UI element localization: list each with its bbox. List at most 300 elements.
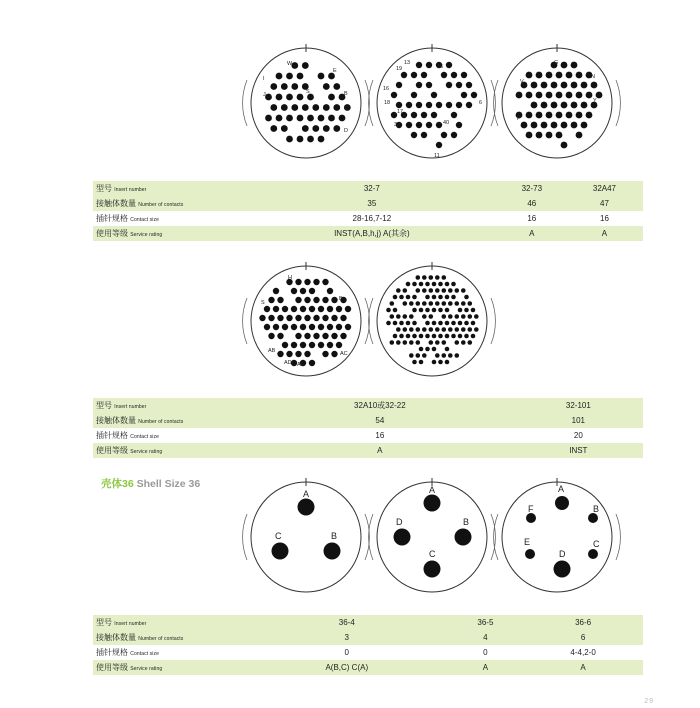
row-label: 型号 Insert number (93, 398, 246, 413)
contact-pin (331, 297, 337, 303)
contact-pin (419, 334, 424, 339)
contact-pin (295, 297, 301, 303)
contact-pin (531, 122, 538, 129)
spec-table-32 (93, 181, 643, 241)
contact-pin (406, 122, 412, 128)
cell-value: 32-73 (498, 181, 566, 196)
pin-label: A (303, 489, 310, 499)
pin-label: 32 (394, 122, 401, 128)
contact-pin (386, 308, 391, 313)
pin-label: AC (340, 351, 348, 357)
contact-pin (456, 122, 462, 128)
pin-label: 11 (434, 153, 440, 159)
row-label: 型号 Insert number (93, 181, 246, 196)
contact-pin (448, 327, 453, 332)
contact-pin (323, 83, 330, 90)
contact-pin (273, 288, 279, 294)
contact-pin (324, 543, 341, 560)
contact-pin (586, 112, 593, 119)
contact-pin (406, 102, 412, 108)
row-label: 接触体数量 Number of contacts (93, 630, 246, 645)
connector-face-32A47 (494, 44, 621, 158)
pin-label: AF (297, 362, 305, 368)
contact-pin (461, 340, 466, 345)
pin-label: B (344, 91, 348, 97)
cell-value: 32-7 (246, 181, 498, 196)
cell-value: INST(A,B,h,j) A(其余) (246, 226, 498, 241)
contact-pin (401, 72, 407, 78)
contact-pin (458, 334, 463, 339)
contact-pin (394, 529, 411, 546)
contact-pin (282, 324, 288, 330)
contact-pin (546, 132, 553, 139)
shell-flange (243, 80, 247, 126)
pin-label: F (528, 504, 534, 514)
cell-value: 3 (246, 630, 448, 645)
contact-pin (448, 288, 453, 293)
contact-pin (270, 125, 277, 132)
contact-pin (556, 92, 563, 99)
connector-face-32-73 (369, 44, 496, 159)
cell-value: INST (514, 443, 643, 458)
contact-pin (409, 314, 414, 319)
contact-pin (466, 82, 472, 88)
contact-pin (286, 94, 293, 101)
contact-pin (345, 306, 351, 312)
connector-face-36-4 (243, 478, 370, 592)
cell-value: 32A47 (566, 181, 643, 196)
contact-pin (333, 83, 340, 90)
contact-pin (455, 288, 460, 293)
contact-pin (541, 122, 548, 129)
contact-pin (322, 333, 328, 339)
contact-pin (297, 115, 304, 122)
contact-pin (345, 324, 351, 330)
contact-pin (259, 315, 265, 321)
contact-pin (426, 62, 432, 68)
contact-pin (412, 282, 417, 287)
contact-pin (412, 321, 417, 326)
contact-pin (399, 334, 404, 339)
contact-pin (282, 342, 288, 348)
contact-pin (442, 288, 447, 293)
pin-label: S (306, 89, 310, 95)
pin-label: Y (593, 98, 597, 104)
contact-pin (412, 295, 417, 300)
contact-pin (581, 82, 588, 89)
contact-pin (435, 340, 440, 345)
contact-pin (331, 351, 337, 357)
row-label: 型号 Insert number (93, 615, 246, 630)
pin-label: C (429, 549, 436, 559)
contact-pin (393, 295, 398, 300)
pin-label: A (429, 485, 436, 495)
contact-pin (307, 115, 314, 122)
contact-pin (416, 62, 422, 68)
contact-pin (273, 306, 279, 312)
contact-pin (403, 301, 408, 306)
table-row-number-of-contacts (93, 413, 643, 428)
contact-pin (441, 72, 447, 78)
contact-pin (455, 340, 460, 345)
contact-pin (411, 132, 417, 138)
contact-pin (328, 94, 335, 101)
contact-pin (451, 112, 457, 118)
contact-pin (286, 315, 292, 321)
contact-pin (566, 92, 573, 99)
connector-face-32A10 (243, 262, 370, 376)
contact-pin (318, 306, 324, 312)
contact-pin (291, 104, 298, 111)
contact-pin (304, 333, 310, 339)
contact-pin (318, 324, 324, 330)
row-label: 使用等级 Service rating (93, 443, 246, 458)
contact-pin (448, 353, 453, 358)
contact-pin (419, 360, 424, 365)
row-label: 使用等级 Service rating (93, 660, 246, 675)
contact-pin (393, 321, 398, 326)
contact-pin (526, 112, 533, 119)
contact-pin (277, 333, 283, 339)
contact-pin (546, 72, 553, 79)
contact-pin (461, 92, 467, 98)
contact-pin (416, 301, 421, 306)
contact-pin (297, 94, 304, 101)
contact-pin (471, 334, 476, 339)
connector-face-32-7 (243, 44, 370, 158)
pin-label: P (517, 116, 521, 122)
contact-pin (286, 115, 293, 122)
contact-pin (286, 136, 293, 143)
table-row-number-of-contacts (93, 630, 643, 645)
contact-pin (451, 282, 456, 287)
contact-pin (297, 136, 304, 143)
contact-pin (432, 334, 437, 339)
contact-pin (309, 288, 315, 294)
pin-label: B (339, 296, 343, 302)
contact-pin (281, 83, 288, 90)
contact-pin (571, 82, 578, 89)
contact-pin (561, 142, 568, 149)
contact-pin (333, 125, 340, 132)
contact-pin (541, 102, 548, 109)
contact-pin (576, 112, 583, 119)
contact-pin (536, 132, 543, 139)
shell-flange (491, 298, 495, 344)
pin-label: C (593, 539, 600, 549)
contact-pin (445, 321, 450, 326)
contact-pin (464, 295, 469, 300)
contact-pin (323, 125, 330, 132)
pin-label: B (463, 517, 470, 527)
contact-pin (323, 104, 330, 111)
contact-pin (556, 112, 563, 119)
contact-pin (295, 315, 301, 321)
contact-pin (295, 333, 301, 339)
contact-pin (458, 321, 463, 326)
contact-pin (556, 132, 563, 139)
contact-pin (468, 340, 473, 345)
contact-pin (571, 102, 578, 109)
contact-pin (591, 82, 598, 89)
contact-pin (416, 288, 421, 293)
contact-pin (327, 306, 333, 312)
contact-pin (291, 306, 297, 312)
contact-pin (416, 340, 421, 345)
pin-label: I (263, 76, 265, 82)
contact-pin (396, 102, 402, 108)
contact-pin (265, 94, 272, 101)
cell-value: 16 (600, 214, 609, 223)
contact-pin (399, 295, 404, 300)
contact-pin (429, 314, 434, 319)
contact-pin (268, 315, 274, 321)
contact-pin (446, 82, 452, 88)
contact-pin (270, 83, 277, 90)
contact-pin (291, 62, 298, 69)
contact-pin (526, 92, 533, 99)
contact-pin (390, 314, 395, 319)
contact-pins (386, 275, 478, 364)
contact-pin (526, 72, 533, 79)
contact-pin (309, 306, 315, 312)
contact-pin (551, 82, 558, 89)
contact-pin (276, 115, 283, 122)
pin-label: S (261, 300, 265, 306)
contact-pin (416, 82, 422, 88)
contact-pin (445, 360, 450, 365)
contact-pin (432, 321, 437, 326)
contact-pin (265, 115, 272, 122)
contact-pin (531, 82, 538, 89)
connector-face-32-101 (369, 262, 496, 376)
contact-pin (333, 104, 340, 111)
contact-pin (432, 308, 437, 313)
contact-pin (455, 327, 460, 332)
contact-pin (318, 136, 325, 143)
contact-pin (571, 122, 578, 129)
contact-pin (436, 122, 442, 128)
table-row-service-rating (93, 443, 643, 458)
contact-pin (435, 327, 440, 332)
contact-pin (300, 288, 306, 294)
contact-pin (442, 275, 447, 280)
row-label: 插针规格 Contact size (96, 648, 159, 657)
contact-pin (446, 102, 452, 108)
contact-pin (451, 321, 456, 326)
contact-pin (438, 334, 443, 339)
contact-pin (438, 282, 443, 287)
contact-pin (412, 334, 417, 339)
contact-pin (422, 275, 427, 280)
contact-pin (396, 327, 401, 332)
cell-value: 47 (566, 196, 643, 211)
shell-flange (616, 80, 620, 126)
contact-pin (576, 132, 583, 139)
contact-pin (322, 351, 328, 357)
contact-pin (295, 279, 301, 285)
pin-label: B (593, 504, 600, 514)
contact-pin (309, 342, 315, 348)
contact-pin (409, 327, 414, 332)
contact-pin (429, 327, 434, 332)
contact-pins (265, 62, 351, 142)
contact-pin (474, 314, 479, 319)
contact-pin (541, 82, 548, 89)
contact-pin (429, 301, 434, 306)
contact-pin (277, 297, 283, 303)
contact-pin (331, 315, 337, 321)
pin-label: E (333, 68, 337, 74)
contact-pin (419, 308, 424, 313)
contact-pin (554, 561, 571, 578)
contact-pin (416, 353, 421, 358)
shell-outline (377, 266, 487, 376)
shell-flange (243, 514, 247, 560)
contact-pin (277, 315, 283, 321)
contact-pin (273, 324, 279, 330)
contact-pin (322, 279, 328, 285)
contact-pin (298, 499, 315, 516)
cell-value: 101 (514, 413, 643, 428)
contact-pin (566, 72, 573, 79)
table-row-number-of-contacts (93, 196, 643, 211)
contact-pin (300, 324, 306, 330)
contact-pin (588, 549, 598, 559)
contact-pin (451, 295, 456, 300)
pin-label: G (554, 60, 559, 66)
contact-pin (421, 112, 427, 118)
contact-pin (461, 72, 467, 78)
contact-pin (327, 342, 333, 348)
contact-pin (336, 306, 342, 312)
contact-pin (531, 102, 538, 109)
pin-label: 19 (396, 66, 403, 72)
contact-pin (566, 112, 573, 119)
contact-pin (291, 288, 297, 294)
cell-value: A (448, 660, 524, 675)
contact-pin (312, 125, 319, 132)
contact-pin (304, 279, 310, 285)
cell-value: 54 (246, 413, 514, 428)
contact-pin (451, 334, 456, 339)
pin-label: C (345, 106, 349, 112)
contact-pin (438, 360, 443, 365)
contact-pin (424, 561, 441, 578)
pin-label: B (331, 531, 338, 541)
contact-pin (286, 351, 292, 357)
contact-pin (466, 102, 472, 108)
contact-pin (406, 321, 411, 326)
contact-pin (438, 308, 443, 313)
contact-pin (445, 308, 450, 313)
contact-pin (425, 295, 430, 300)
contact-pin (432, 282, 437, 287)
contact-pins (391, 62, 477, 148)
contact-pin (435, 353, 440, 358)
contact-pin (561, 122, 568, 129)
contact-pin (291, 342, 297, 348)
contact-pin (390, 301, 395, 306)
contact-pin (399, 321, 404, 326)
contact-pin (327, 288, 333, 294)
cell-value: A (523, 660, 643, 675)
contact-pin (468, 301, 473, 306)
contact-pin (419, 282, 424, 287)
contact-pin (268, 333, 274, 339)
table-row-contact-size (93, 211, 643, 226)
table-row-insert-number (93, 615, 643, 630)
contact-pin (436, 142, 442, 148)
contact-pin (411, 92, 417, 98)
contact-pin (442, 314, 447, 319)
spec-table-32a (93, 398, 643, 458)
contact-pin (581, 102, 588, 109)
pin-label: AD (284, 360, 292, 366)
cell-value: 28-16,7-12 (352, 214, 392, 223)
contact-pin (431, 92, 437, 98)
pin-label: 17 (397, 109, 404, 115)
contact-pin (416, 102, 422, 108)
pin-label: D (559, 549, 566, 559)
contact-pin (442, 327, 447, 332)
cell-value: 6 (523, 630, 643, 645)
contact-pin (561, 102, 568, 109)
pin-label: A (558, 484, 565, 494)
contact-pin (302, 125, 309, 132)
contact-pin (426, 82, 432, 88)
table-row-contact-size (93, 645, 643, 660)
contact-pin (429, 288, 434, 293)
row-label: 插针规格 Contact size (96, 431, 159, 440)
contact-pin (340, 315, 346, 321)
contact-pin (555, 496, 569, 510)
pin-label: D (396, 517, 403, 527)
contact-pin (282, 306, 288, 312)
cell-value: 4 (448, 630, 524, 645)
contact-pin (586, 92, 593, 99)
contact-pin (419, 347, 424, 352)
contact-pin (264, 306, 270, 312)
table-row-contact-size (93, 428, 643, 443)
contact-pin (276, 73, 283, 80)
contact-pin (561, 62, 568, 69)
contact-pin (328, 115, 335, 122)
contact-pin (422, 327, 427, 332)
contact-pin (451, 132, 457, 138)
contact-pin (286, 73, 293, 80)
contact-pin (416, 275, 421, 280)
contact-pin (406, 282, 411, 287)
contact-pin (297, 73, 304, 80)
cell-value: A(B,C) C(A) (246, 660, 448, 675)
contact-pin (576, 92, 583, 99)
contact-pin (425, 347, 430, 352)
contact-pin (291, 83, 298, 90)
contact-pin (425, 334, 430, 339)
cell-value: 16 (527, 214, 537, 223)
contact-pin (406, 295, 411, 300)
contact-pin (396, 340, 401, 345)
contact-pin (327, 324, 333, 330)
contact-pin (436, 102, 442, 108)
contact-pin (331, 333, 337, 339)
connector-face-36-5 (369, 478, 496, 592)
contact-pin (471, 308, 476, 313)
contact-pin (442, 301, 447, 306)
contact-pin (451, 72, 457, 78)
contact-pin (536, 92, 543, 99)
